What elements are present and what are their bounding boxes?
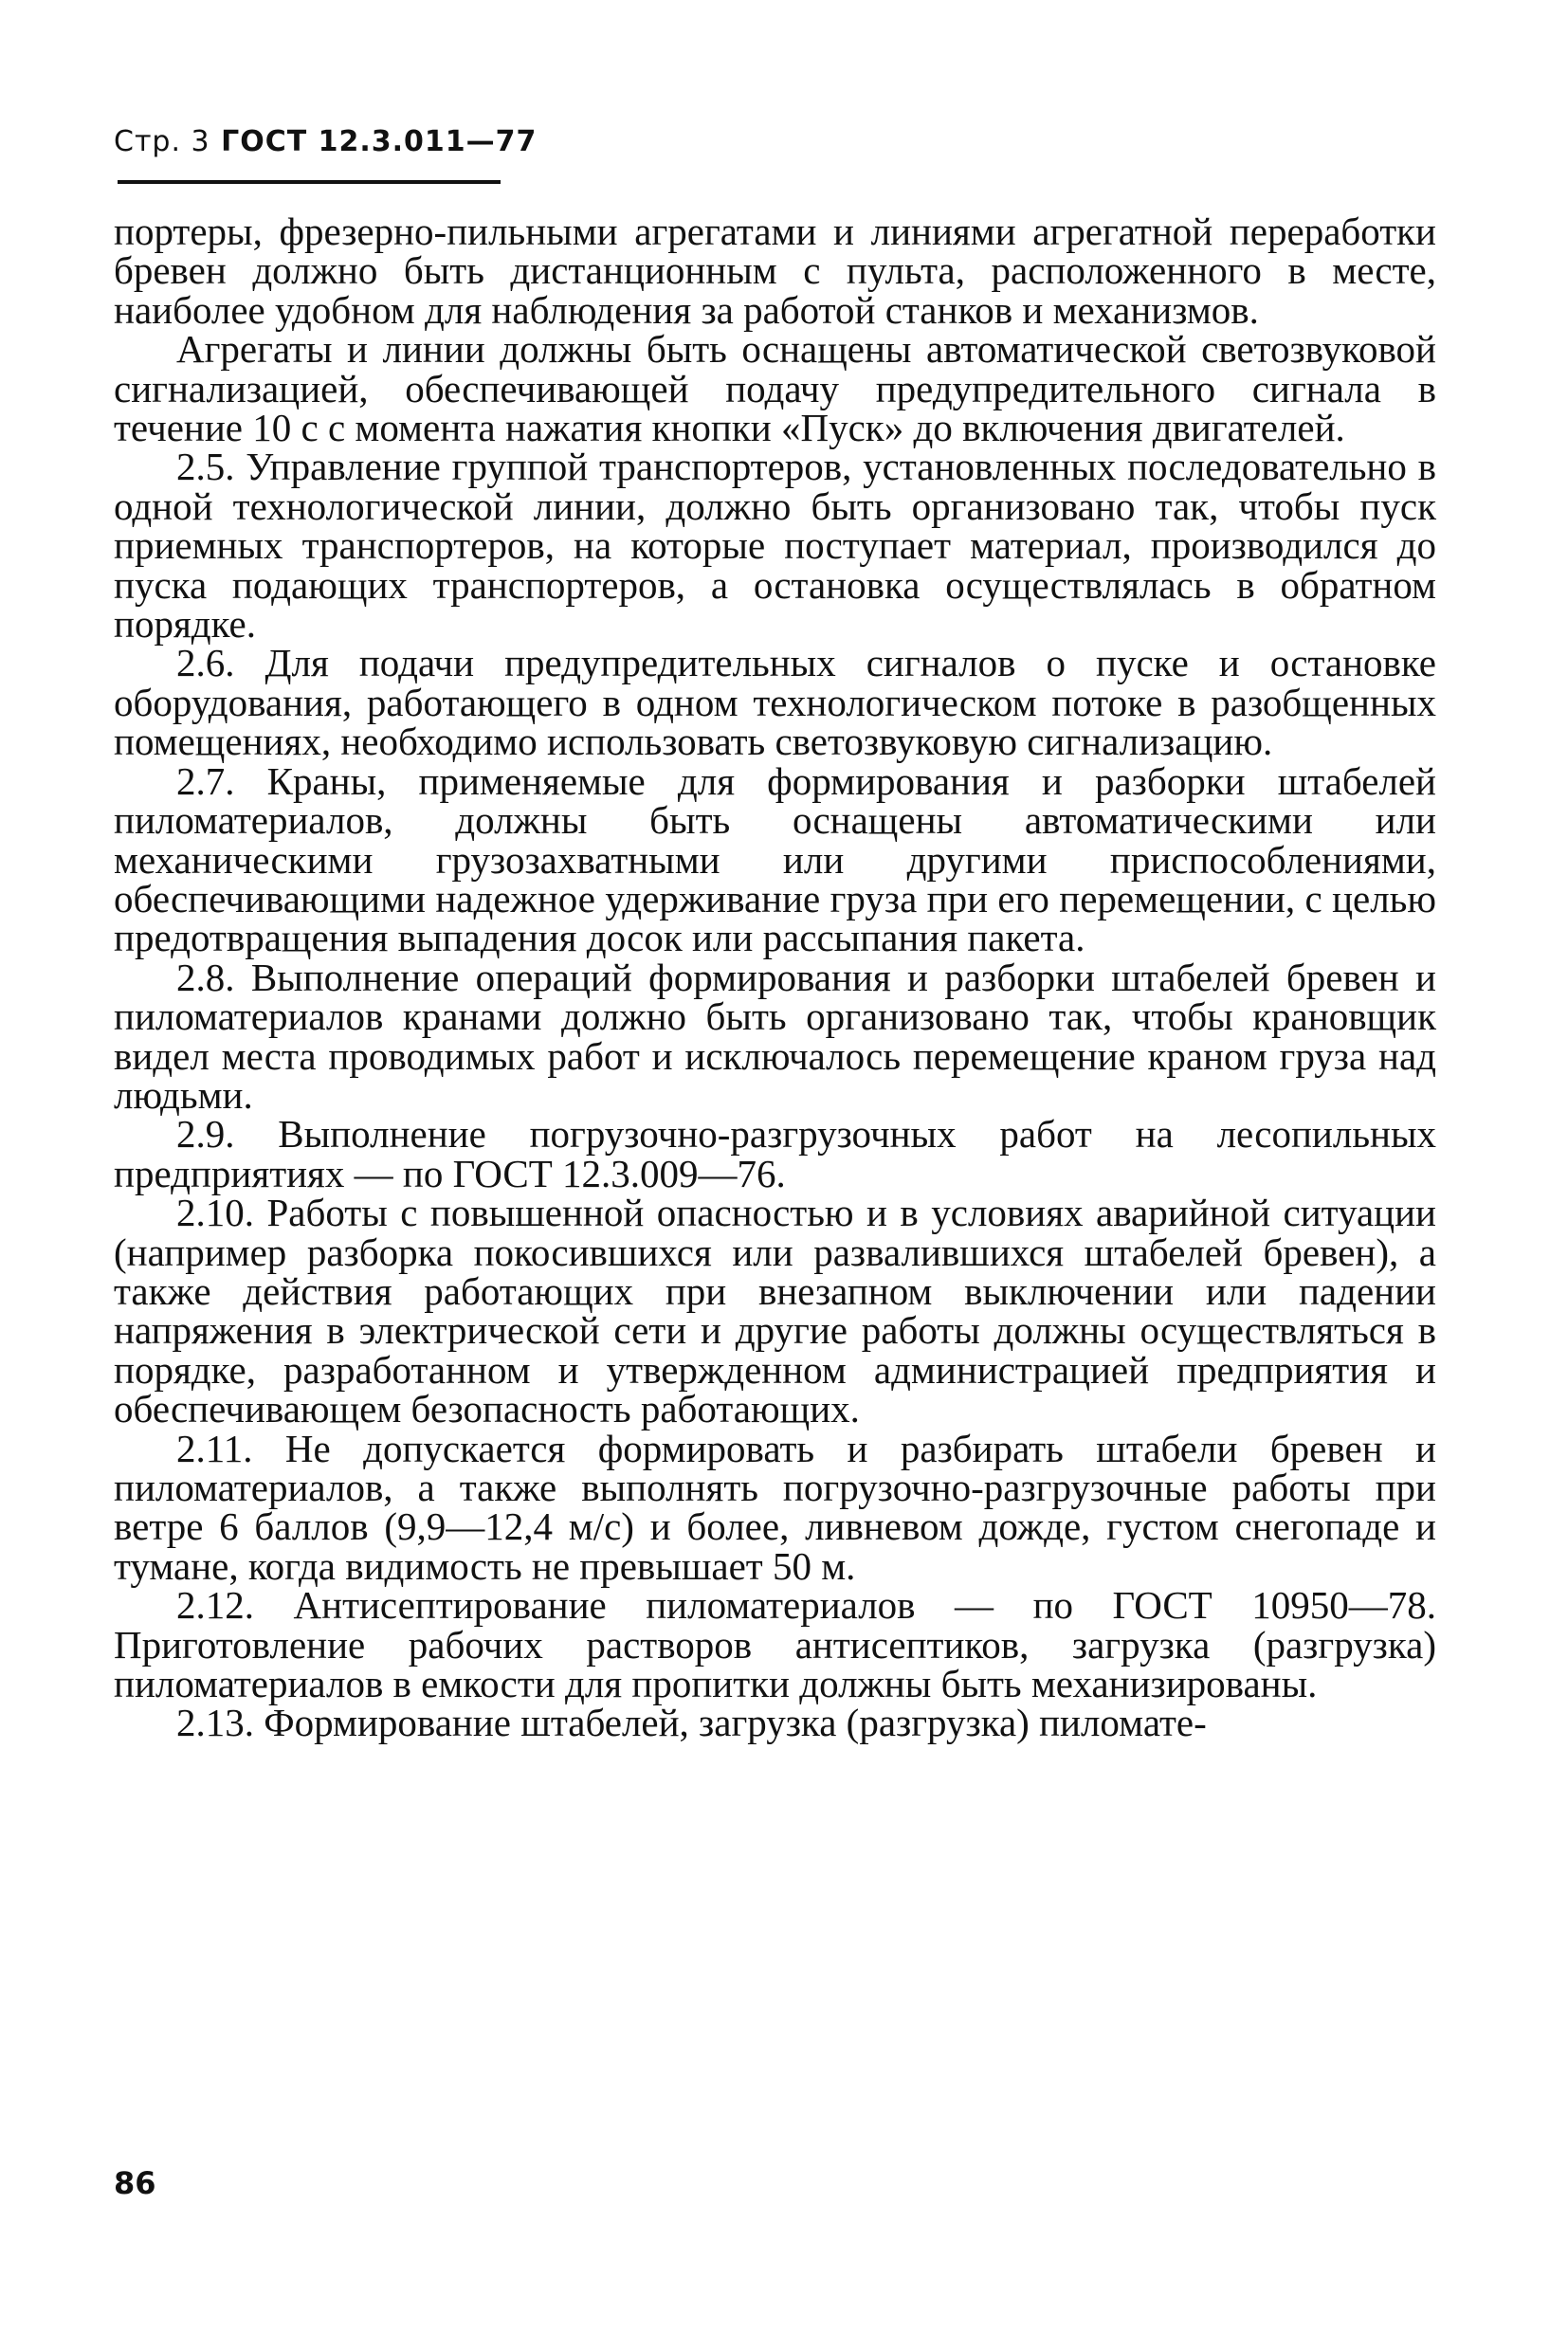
page-number: 86 [114, 2165, 156, 2201]
paragraph-2-9: 2.9. Выполнение погрузочно-разгрузочных работ на лесопильных предприятиях — по ГОСТ 12.3.009—76. [114, 1112, 1436, 1195]
paragraph-2-12: 2.12. Антисептирование пиломатериалов — по ГОСТ 10950—78. Приготовление рабочих растворов антисептиков, загрузка (разгрузка) пиломатериалов в емкости для пропитки должны быть механизированы. [114, 1583, 1436, 1706]
standard-code: ГОСТ 12.3.011—77 [221, 125, 538, 158]
paragraph-2-5: 2.5. Управление группой транспортеров, установленных последовательно в одной технологической линии, должно быть организовано так, чтобы пуск приемных транспортеров, на которые поступает материал, производился до пуска подающих транспортеров, а остановка осуществлялась в обратном порядке. [114, 445, 1436, 647]
paragraph-2-7: 2.7. Краны, применяемые для формирования и разборки штабелей пиломатериалов, должны быть оснащены автоматическими или механическими грузозахватными или другими приспособлениями, обеспечивающими надежное удерживание груза при его перемещении, с целью предотвращения выпадения досок или рассыпания пакета. [114, 758, 1436, 960]
header-rule [118, 180, 501, 184]
body-text [114, 212, 1436, 1743]
paragraph-2-10: 2.10. Работы с повышенной опасностью и в условиях аварийной ситуации (например разборка покосившихся или развалившихся штабелей бревен), а также действия работающих при внезапном выключении или падении напряжения в электрической сети и другие работы должны осуществляться в порядке, разработанном и утвержденном администрацией предприятия и обеспечивающем безопасность работающих. [114, 1191, 1436, 1431]
paragraph-2-8: 2.8. Выполнение операций формирования и разборки штабелей бревен и пиломатериалов кранами должно быть организовано так, чтобы крановщик видел места проводимых работ и исключалось перемещение краном груза над людьми. [114, 955, 1436, 1117]
paragraph-2-6: 2.6. Для подачи предупредительных сигналов о пуске и остановке оборудования, работающего в одном технологическом потоке в разобщенных помещениях, необходимо использовать светозвуковую сигнализацию. [114, 641, 1436, 764]
paragraph-2-13: 2.13. Формирование штабелей, загрузка (разгрузка) пиломате- [176, 1701, 1207, 1745]
page-label: Стр. 3 [114, 125, 210, 158]
paragraph-signalling: Агрегаты и линии должны быть оснащены автоматической светозвуковой сигнализацией, обеспечивающей подачу предупредительного сигнала в течение 10 с с момента нажатия кнопки «Пуск» до включения двигателей. [114, 327, 1436, 450]
paragraph-2-11: 2.11. Не допускается формировать и разбирать штабели бревен и пиломатериалов, а также выполнять погрузочно-разгрузочные работы при ветре 6 баллов (9,9—12,4 м/с) и более, ливневом дожде, густом снегопаде и тумане, когда видимость не превышает 50 м. [114, 1426, 1436, 1588]
paragraph-continuation: портеры, фрезерно-пильными агрегатами и линиями агрегатной переработки бревен должно быть дистанционным с пульта, расположенного в месте, наиболее удобном для наблюдения за работой станков и механизмов. [114, 210, 1436, 332]
running-head [114, 125, 537, 158]
